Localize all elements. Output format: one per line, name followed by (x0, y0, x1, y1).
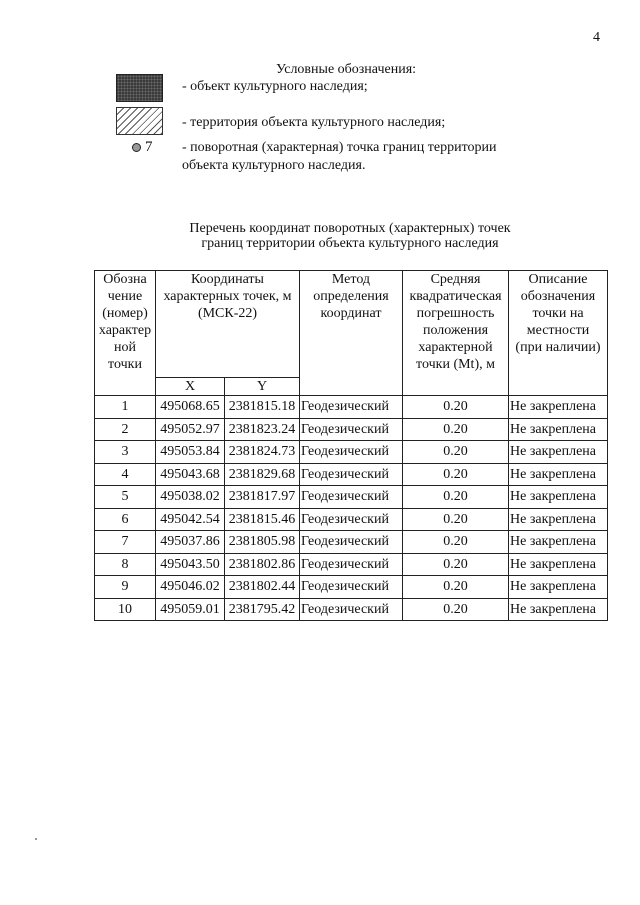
cell-error: 0.20 (403, 486, 509, 509)
cell-x: 495052.97 (156, 418, 225, 441)
cell-error: 0.20 (403, 508, 509, 531)
cell-error: 0.20 (403, 441, 509, 464)
cell-description: Не закреплена (509, 553, 608, 576)
table-title (100, 221, 600, 251)
header-point-number: Обозна чение (номер) характер ной точки (95, 271, 156, 396)
table-row (95, 553, 608, 576)
header-method: Метод определения координат (300, 271, 403, 396)
cell-y: 2381817.97 (225, 486, 300, 509)
header-error: Средняя квадратическая погрешность положения характерной точки (Mt), м (403, 271, 509, 396)
cell-method: Геодезический (300, 463, 403, 486)
cell-point-number: 4 (95, 463, 156, 486)
cell-description: Не закреплена (509, 486, 608, 509)
cell-point-number: 3 (95, 441, 156, 464)
cell-method: Геодезический (300, 441, 403, 464)
cell-method: Геодезический (300, 598, 403, 621)
cell-y: 2381824.73 (225, 441, 300, 464)
cell-point-number: 10 (95, 598, 156, 621)
point-dot-icon (132, 143, 141, 152)
cell-point-number: 8 (95, 553, 156, 576)
cell-method: Геодезический (300, 486, 403, 509)
cell-method: Геодезический (300, 396, 403, 419)
cell-y: 2381815.46 (225, 508, 300, 531)
cell-point-number: 7 (95, 531, 156, 554)
legend-point-label-line1: - поворотная (характерная) точка границ территории (182, 140, 497, 155)
cell-x: 495053.84 (156, 441, 225, 464)
cell-error: 0.20 (403, 418, 509, 441)
cell-point-number: 5 (95, 486, 156, 509)
table-row (95, 463, 608, 486)
cell-method: Геодезический (300, 418, 403, 441)
legend-territory-label: - территория объекта культурного наследия; (182, 115, 446, 130)
cell-error: 0.20 (403, 598, 509, 621)
cell-point-number: 2 (95, 418, 156, 441)
table-row (95, 531, 608, 554)
cell-x: 495037.86 (156, 531, 225, 554)
legend-object-label: - объект культурного наследия; (182, 79, 368, 94)
territory-hatch-icon (116, 107, 163, 135)
cell-error: 0.20 (403, 553, 509, 576)
point-marker (132, 139, 153, 156)
cell-error: 0.20 (403, 396, 509, 419)
cell-x: 495046.02 (156, 576, 225, 599)
cell-method: Геодезический (300, 576, 403, 599)
table-row (95, 396, 608, 419)
table-row (95, 486, 608, 509)
cell-x: 495068.65 (156, 396, 225, 419)
cell-description: Не закреплена (509, 441, 608, 464)
cell-method: Геодезический (300, 508, 403, 531)
cell-point-number: 9 (95, 576, 156, 599)
cell-y: 2381823.24 (225, 418, 300, 441)
cell-x: 495038.02 (156, 486, 225, 509)
table-row (95, 441, 608, 464)
table-title-line2: границ территории объекта культурного наследия (201, 236, 499, 251)
cell-y: 2381829.68 (225, 463, 300, 486)
header-y: Y (225, 378, 300, 396)
table-row (95, 598, 608, 621)
cell-y: 2381815.18 (225, 396, 300, 419)
object-swatch-icon (116, 74, 163, 102)
cell-y: 2381805.98 (225, 531, 300, 554)
cell-error: 0.20 (403, 463, 509, 486)
table-title-line1: Перечень координат поворотных (характерных) точек (189, 221, 511, 236)
cell-y: 2381795.42 (225, 598, 300, 621)
cell-method: Геодезический (300, 553, 403, 576)
cell-description: Не закреплена (509, 598, 608, 621)
cell-description: Не закреплена (509, 508, 608, 531)
cell-x: 495042.54 (156, 508, 225, 531)
table-row (95, 576, 608, 599)
header-description: Описание обозначения точки на местности (при наличии) (509, 271, 608, 396)
header-coordinates: Координаты характерных точек, м (МСК-22) (156, 271, 300, 378)
header-x: X (156, 378, 225, 396)
cell-point-number: 1 (95, 396, 156, 419)
page-number: 4 (593, 30, 600, 45)
cell-description: Не закреплена (509, 576, 608, 599)
legend-title: Условные обозначения: (276, 62, 417, 77)
cell-point-number: 6 (95, 508, 156, 531)
cell-y: 2381802.86 (225, 553, 300, 576)
cell-description: Не закреплена (509, 396, 608, 419)
table-row (95, 418, 608, 441)
table-row (95, 508, 608, 531)
cell-error: 0.20 (403, 576, 509, 599)
point-marker-number: 7 (145, 139, 153, 155)
scan-speck (35, 838, 37, 840)
cell-description: Не закреплена (509, 463, 608, 486)
cell-description: Не закреплена (509, 531, 608, 554)
cell-method: Геодезический (300, 531, 403, 554)
cell-x: 495043.68 (156, 463, 225, 486)
cell-error: 0.20 (403, 531, 509, 554)
coordinates-table (94, 270, 608, 621)
cell-x: 495043.50 (156, 553, 225, 576)
cell-y: 2381802.44 (225, 576, 300, 599)
cell-description: Не закреплена (509, 418, 608, 441)
cell-x: 495059.01 (156, 598, 225, 621)
legend-point-label-line2: объекта культурного наследия. (182, 158, 366, 173)
